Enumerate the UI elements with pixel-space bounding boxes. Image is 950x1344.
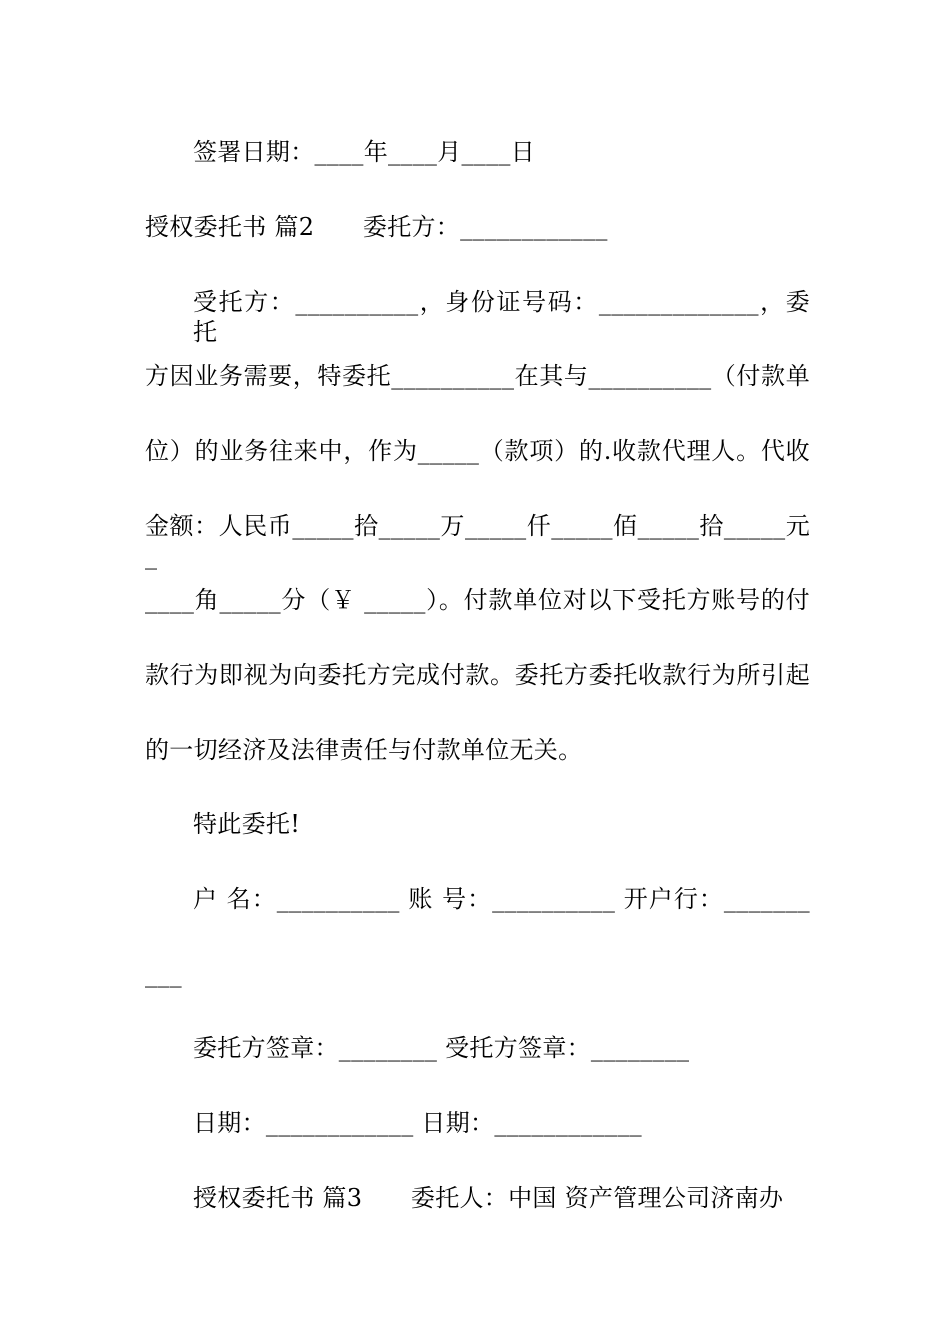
paragraph-line: 方因业务需要，特委托__________在其与__________（付款单 [145, 362, 810, 390]
date-line: 日期：____________ 日期：____________ [193, 1109, 642, 1137]
section-2-heading: 授权委托书 篇2 委托方：____________ [145, 213, 608, 241]
paragraph-line: 位）的业务往来中，作为_____（款项）的.收款代理人。代收 [145, 437, 810, 465]
paragraph-line: 受托方：__________，身份证号码：_____________，委托 [193, 288, 810, 346]
account-info-continuation: ___ [145, 960, 182, 988]
paragraph-line: 款行为即视为向委托方完成付款。委托方委托收款行为所引起 [145, 661, 810, 689]
signing-date-line: 签署日期：____年____月____日 [193, 138, 535, 166]
signature-line: 委托方签章：________ 受托方签章：________ [193, 1034, 690, 1062]
paragraph-line: 金额：人民币_____拾_____万_____仟_____佰_____拾_____元_ [145, 512, 810, 570]
paragraph-line: ____角_____分（￥ _____）。付款单位对以下受托方账号的付 [145, 586, 810, 614]
account-info-line: 户 名：__________ 账 号：__________ 开户行：_______ [193, 885, 810, 913]
paragraph-line: 的一切经济及法律责任与付款单位无关。 [145, 736, 583, 764]
section-3-heading: 授权委托书 篇3 委托人：中国 资产管理公司济南办 [193, 1184, 784, 1212]
special-commission-line: 特此委托! [193, 810, 301, 838]
